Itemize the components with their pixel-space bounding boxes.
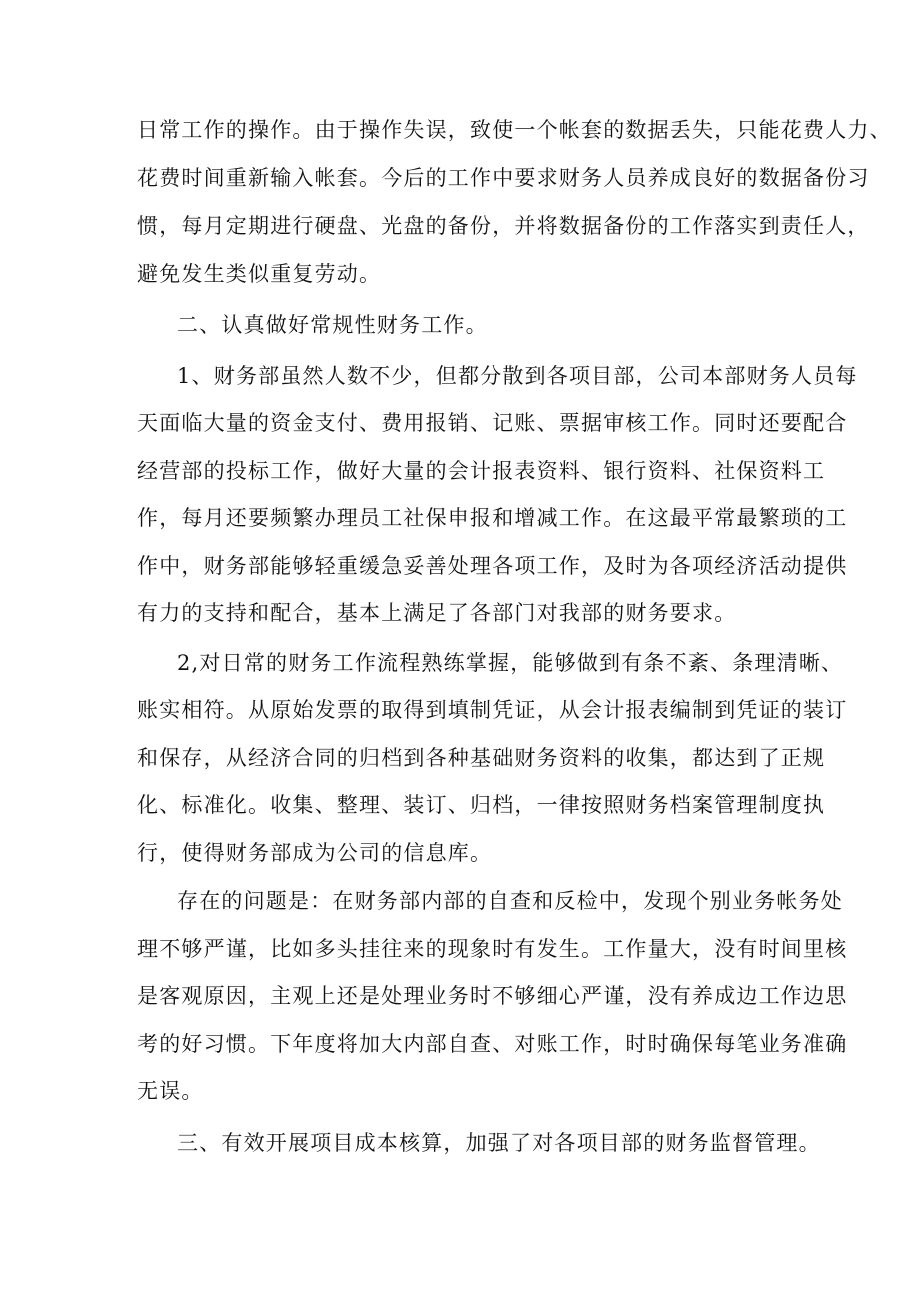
text-line: 避免发生类似重复劳动。 bbox=[137, 262, 382, 286]
text-line: 账实相符。从原始发票的取得到填制凭证，从会计报表编制到凭证的装订 bbox=[137, 698, 848, 722]
text-line: 考的好习惯。下年度将加大内部自查、对账工作，时时确保每笔业务准确 bbox=[137, 1032, 848, 1056]
text-line: 行，使得财务部成为公司的信息库。 bbox=[137, 841, 493, 865]
text-line: 有力的支持和配合，基本上满足了各部门对我部的财务要求。 bbox=[137, 601, 737, 625]
section-heading: 三、有效开展项目成本核算，加强了对各项目部的财务监督管理。 bbox=[177, 1131, 821, 1155]
text-line: 经营部的投标工作，做好大量的会计报表资料、银行资料、社保资料工 bbox=[137, 459, 826, 483]
text-line: 无误。 bbox=[137, 1079, 204, 1103]
text-line: 是客观原因，主观上还是处理业务时不够细心严谨，没有养成边工作边思 bbox=[137, 984, 848, 1008]
text-line: 作，每月还要频繁办理员工社保申报和增减工作。在这最平常最繁琐的工 bbox=[137, 506, 848, 530]
text-line: 1、财务部虽然人数不少，但都分散到各项目部，公司本部财务人员每 bbox=[177, 364, 858, 388]
text-line: 日常工作的操作。由于操作失误，致使一个帐套的数据丢失，只能花费人力、 bbox=[137, 118, 892, 142]
text-line: 理不够严谨，比如多头挂往来的现象时有发生。工作量大，没有时间里核 bbox=[137, 937, 848, 961]
text-line: 2,对日常的财务工作流程熟练掌握，能够做到有条不紊、条理清晰、 bbox=[177, 651, 844, 675]
text-line: 花费时间重新输入帐套。今后的工作中要求财务人员养成良好的数据备份习 bbox=[137, 166, 870, 190]
text-line: 存在的问题是：在财务部内部的自查和反检中，发现个别业务帐务处 bbox=[177, 889, 843, 913]
text-line: 化、标准化。收集、整理、装订、归档，一律按照财务档案管理制度执 bbox=[137, 793, 826, 817]
section-heading: 二、认真做好常规性财务工作。 bbox=[177, 313, 488, 337]
text-line: 作中，财务部能够轻重缓急妥善处理各项工作，及时为各项经济活动提供 bbox=[137, 554, 848, 578]
text-line: 惯，每月定期进行硬盘、光盘的备份，并将数据备份的工作落实到责任人， bbox=[137, 214, 870, 238]
text-line: 和保存，从经济合同的归档到各种基础财务资料的收集，都达到了正规 bbox=[137, 746, 826, 770]
text-line: 天面临大量的资金支付、费用报销、记账、票据审核工作。同时还要配合 bbox=[137, 411, 848, 435]
